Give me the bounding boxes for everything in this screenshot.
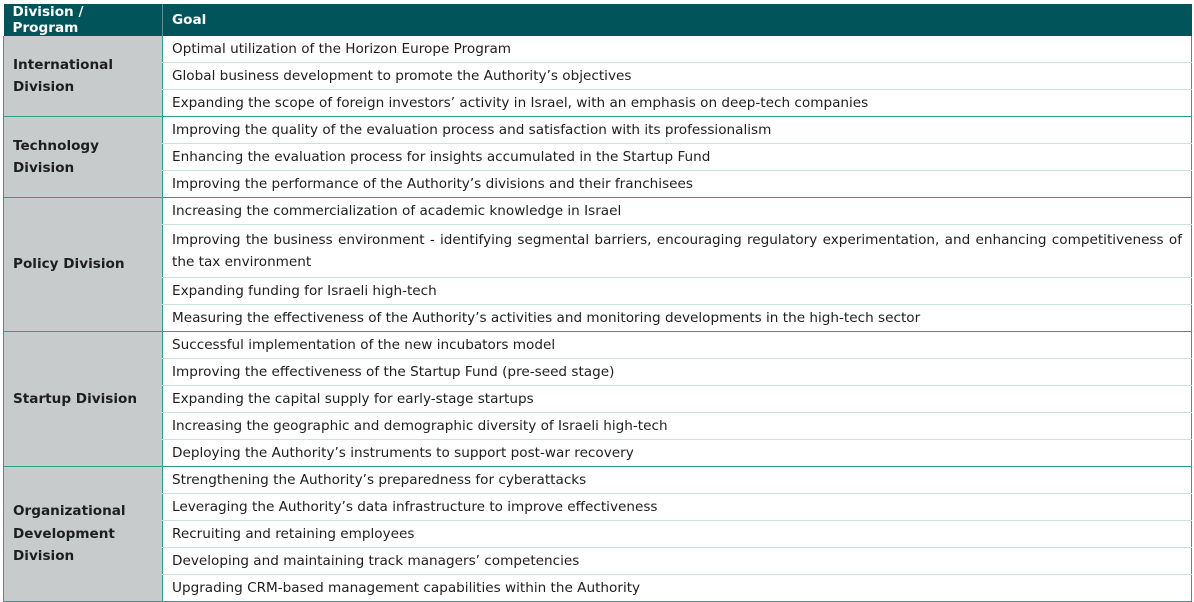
goal-cell: Global business development to promote the Authority’s objectives <box>163 63 1192 90</box>
division-cell: Technology Division <box>4 117 163 198</box>
goal-cell: Recruiting and retaining employees <box>163 521 1192 548</box>
goal-cell: Optimal utilization of the Horizon Europe Program <box>163 36 1192 63</box>
goal-cell: Deploying the Authority’s instruments to support post-war recovery <box>163 440 1192 467</box>
header-goal: Goal <box>163 4 1192 36</box>
goal-cell: Increasing the geographic and demographic diversity of Israeli high-tech <box>163 413 1192 440</box>
table-row <box>4 278 1192 305</box>
goal-cell: Measuring the effectiveness of the Authority’s activities and monitoring developments in the high-tech sector <box>163 305 1192 332</box>
header-row <box>4 4 1192 36</box>
goal-cell: Improving the business environment - identifying segmental barriers, encouraging regulatory experimentation, and enhancing competitiveness of the tax environment <box>163 225 1192 278</box>
table-row <box>4 413 1192 440</box>
goal-cell: Successful implementation of the new incubators model <box>163 332 1192 359</box>
table-row <box>4 305 1192 332</box>
goal-cell: Improving the effectiveness of the Startup Fund (pre-seed stage) <box>163 359 1192 386</box>
goal-cell: Enhancing the evaluation process for insights accumulated in the Startup Fund <box>163 144 1192 171</box>
table-row <box>4 63 1192 90</box>
goal-cell: Improving the quality of the evaluation process and satisfaction with its professionalism <box>163 117 1192 144</box>
division-cell: Organizational Development Division <box>4 467 163 602</box>
division-cell: Policy Division <box>4 198 163 332</box>
division-goals-table <box>3 4 1192 602</box>
table-row <box>4 332 1192 359</box>
goal-cell: Developing and maintaining track managers’ competencies <box>163 548 1192 575</box>
goal-cell: Improving the performance of the Authority’s divisions and their franchisees <box>163 171 1192 198</box>
table-row <box>4 359 1192 386</box>
table-row <box>4 90 1192 117</box>
table-row <box>4 144 1192 171</box>
table-row <box>4 548 1192 575</box>
goal-cell: Expanding the scope of foreign investors’ activity in Israel, with an emphasis on deep-tech companies <box>163 90 1192 117</box>
division-cell: Startup Division <box>4 332 163 467</box>
table-row <box>4 440 1192 467</box>
goal-cell: Upgrading CRM-based management capabilities within the Authority <box>163 575 1192 602</box>
table-row <box>4 386 1192 413</box>
goal-cell: Leveraging the Authority’s data infrastructure to improve effectiveness <box>163 494 1192 521</box>
table-row <box>4 225 1192 278</box>
division-cell: International Division <box>4 36 163 117</box>
goal-cell: Increasing the commercialization of academic knowledge in Israel <box>163 198 1192 225</box>
table-row <box>4 198 1192 225</box>
goal-cell: Strengthening the Authority’s preparedness for cyberattacks <box>163 467 1192 494</box>
table-row <box>4 467 1192 494</box>
goal-cell: Expanding funding for Israeli high-tech <box>163 278 1192 305</box>
table-row <box>4 171 1192 198</box>
header-division: Division / Program <box>4 4 163 36</box>
table-row <box>4 117 1192 144</box>
table-row <box>4 521 1192 548</box>
table-row <box>4 494 1192 521</box>
table-row <box>4 36 1192 63</box>
table-row <box>4 575 1192 602</box>
goal-cell: Expanding the capital supply for early-stage startups <box>163 386 1192 413</box>
